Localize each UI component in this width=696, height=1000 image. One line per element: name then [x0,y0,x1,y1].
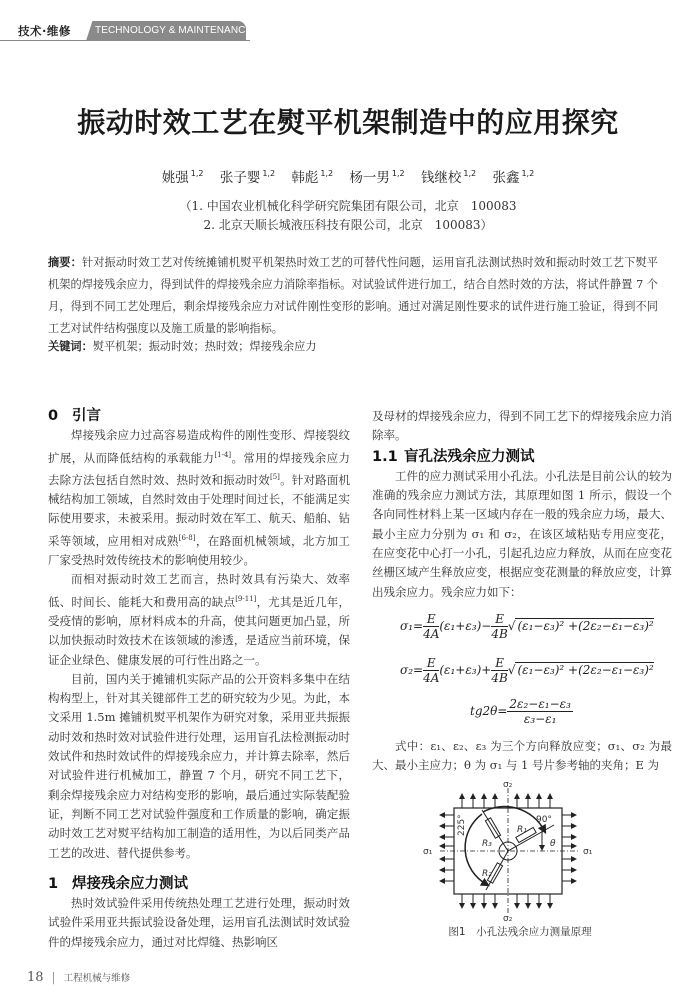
author: 姚强 $^{1,2}$ [161,169,204,186]
label-r2: R₂ [482,869,492,879]
label-225: 225° [457,814,467,836]
right-column-lower [372,737,672,776]
affiliation-2: 2. 北京天顺长城液压科技有限公司，北京 100083） [203,218,493,232]
affiliation-1: （1. 中国农业机械化科学研究院集团有限公司，北京 100083 [179,199,517,213]
section1-paragraph-1: 热时效试验件采用传统热处理工艺进行处理，振动时效试验件采用亚共振试验设备处理，运用盲孔法测试时效试验件的焊接残余应力，通过对比焊缝、热影响区 [48,896,350,949]
left-arrows [442,815,454,881]
article-title: 振动时效工艺在熨平机架制造中的应用探究 [77,106,619,139]
intro-paragraph-2: 而相对振动时效工艺而言，热时效具有污染大、效率低、时间长、能耗大和费用高的缺点[9-11]，尤其是近几年，受疫情的影响，原材料成本的升高，使其问题更加凸显，所以加快振动时效技术在该领域的渗透，是适应当前环境，保证企业绿色、健康发展的可行性出路之一。 [48,572,351,667]
citation[interactable]: [5] [269,472,280,481]
formula-sigma1: σ₁= $\frac{E}{4A}$ (ε₁+ε₃)− $\frac{E}{4B}$ √ (ε₁−ε₃)² +(2ε₂−ε₁−ε₃)² [400,612,654,641]
journal-name: 工程机械与维修 [63,973,131,984]
section-heading-intro: 0 引言 [48,408,101,424]
page-number: 18 [27,970,44,985]
figure-1-caption: 图1 小孔法残余应力测量原理 [448,926,592,938]
left-column [48,407,350,952]
keywords-label: 关键词： [48,340,93,353]
right-column [372,407,672,602]
label-90: 90° [536,815,552,825]
abstract-label: 摘要： [48,256,82,269]
formula-explanation: 式中：ε₁、ε₂、ε₃ 为三个方向释放应变；σ₁、σ₂ 为最大、最小主应力；θ 为 σ₁ 与 1 号片参考轴的夹角；E 为 [372,739,672,773]
section-heading-1-1: 1.1 盲孔法残余应力测试 [372,448,535,465]
author: 钱继校 $^{1,2}$ [420,169,477,186]
section1-1-paragraph-1: 工件的应力测试采用小孔法。小孔法是目前公认的较为准确的残余应力测试方法，其原理如图 1 所示，假设一个各向同性材料上某一区域内存在一般的残余应力场，最大、最小主应力分别为 σ₁ 和 σ₂，在该区域粘贴专用应变花，在应变花中心打一小孔，引起孔边应力释放，从而在应变花丝栅区域产生释放应变，根据应变花测量的释放应变，计算出残余应力。残余应力如下： [372,468,672,599]
right-arrows [562,815,574,881]
author: 张子婴 $^{1,2}$ [219,169,276,186]
footer-divider: | [51,970,56,984]
label-r3: R₃ [482,839,492,849]
formula-sigma2: σ₂= $\frac{E}{4A}$ (ε₁+ε₃)+ $\frac{E}{4B}$ √ (ε₁−ε₃)² +(2ε₂−ε₁−ε₃)² [400,656,654,685]
header-section-en: TECHNOLOGY & MAINTENANCE [95,25,253,36]
bottom-arrows [462,894,550,906]
label-r1: R₁ [517,825,527,835]
citation[interactable]: [1-4] [214,450,232,459]
header-section-cn: 技术·维修 [18,24,71,38]
author: 张鑫 $^{1,2}$ [492,169,535,186]
figure-1-diagram [420,780,620,922]
section1-paragraph-1-cont: 及母材的焊接残余应力，得到不同工艺下的焊接残余应力消除率。 [372,409,672,443]
author-list [0,166,696,186]
citation[interactable]: [6-8] [178,533,196,542]
keywords [48,338,317,354]
label-sigma2-bottom: σ₂ [503,914,513,922]
intro-paragraph-3: 目前，国内关于摊铺机实际产品的公开资料多集中在结构构型上，针对其关键部件工艺的研究较为少见。为此，本文采用 1.5m 摊铺机熨平机架作为研究对象，采用亚共振振动时效和热时效对试验件进行处理，运用盲孔法检测振动时效试件和热时效试件的焊接残余应力，并计算去除率，然后对试验件进行机械加工，静置 7 个月，研究不同工艺下，剩余焊接残余应力对结构变形的影响，最后通过实际装配验证，判断不同工艺对试验件强度和工作质量的影响，确定振动时效工艺对熨平结构加工制造的适用性，为以后同类产品工艺的改进、替代提供参考。 [48,671,350,860]
label-sigma1-right: σ₁ [583,847,593,857]
citation[interactable]: [9-11] [235,594,257,603]
abstract-text: 针对振动时效工艺对传统摊铺机熨平机架热时效工艺的可替代性问题，运用盲孔法测试热时效和振动时效工艺下熨平机架的焊接残余应力，得到试件的焊接残余应力消除率指标。对试验试件进行加工，结合自然时效的方法，将试件静置 7 个月，得到不同工艺处理后，剩余焊接残余应力对试件刚性变形的影响。通过对满足刚性要求的试件进行施工验证，得到不同工艺对试件结构强度以及施工质量的影响指标。 [48,256,658,335]
label-theta: θ [550,839,556,849]
keywords-text: 熨平机架；振动时效；热时效；焊接残余应力 [92,340,317,353]
formula-theta: tg2θ= $\frac{\text{2ε₂−ε₁−ε₃}}{\text{ε₃−ε₁}}$ [470,697,571,726]
label-sigma2-top: σ₂ [503,780,513,790]
intro-paragraph-1: 焊接残余应力过高容易造成构件的刚性变形、焊接裂纹扩展，从而降低结构的承载能力[1-4]。常用的焊接残余应力去除方法包括自然时效、热时效和振动时效[5]。针对路面机械结构加工领域，自然时效由于处理时间过长，不能满足实际使用要求，未被采用。振动时效在军工、航天、船舶、钻采等领域，应用相对成熟[6-8]，在路面机械领域，北方加工厂家受热时效传统技术的影响使用较少。 [48,428,351,568]
page-footer [27,970,130,985]
section-heading-1: 1 焊接残余应力测试 [48,875,188,892]
author: 杨一男 $^{1,2}$ [349,169,405,186]
author: 韩彪 $^{1,2}$ [291,169,334,186]
label-sigma1-left: σ₁ [423,847,433,857]
abstract [48,252,658,340]
